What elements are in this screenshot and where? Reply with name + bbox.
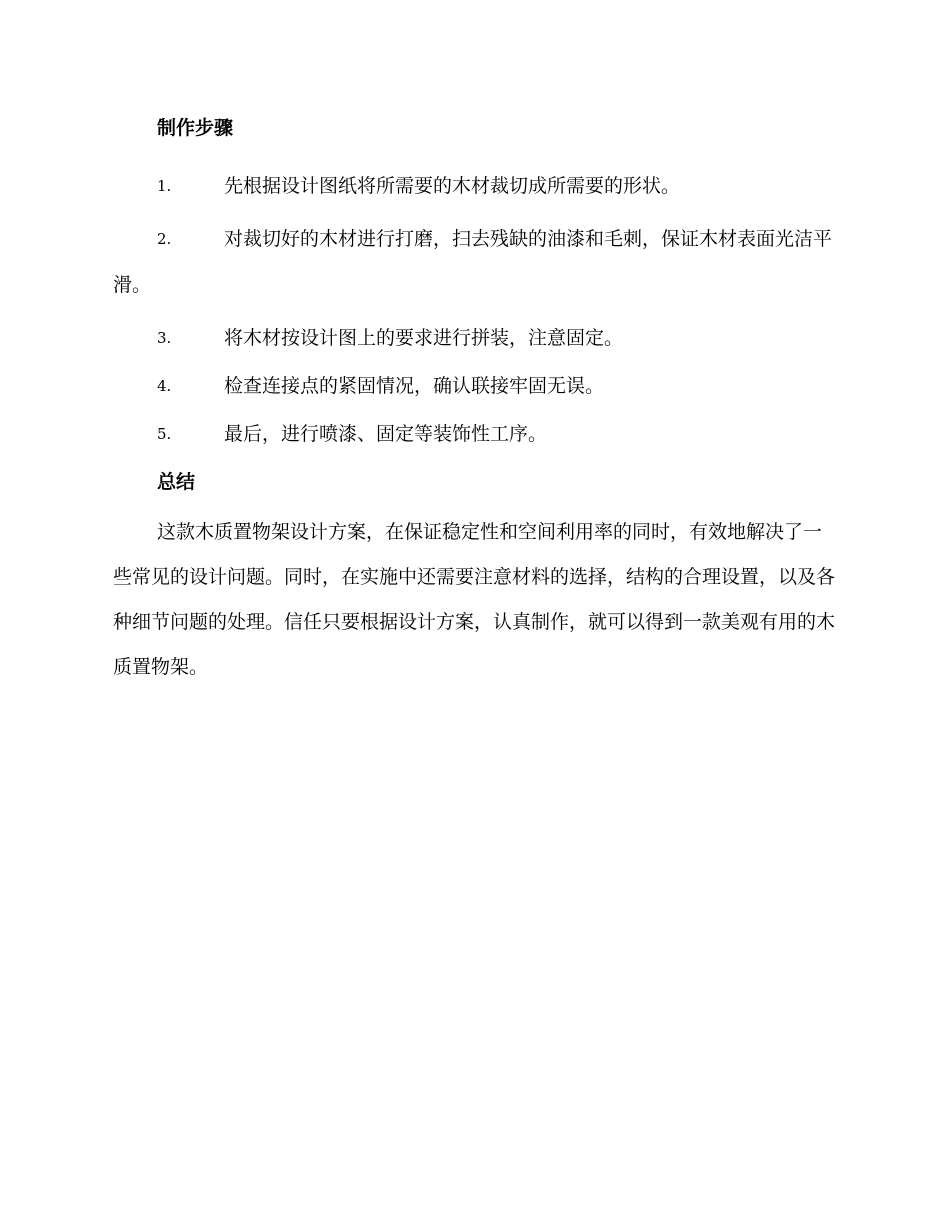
step-item [113, 416, 835, 452]
step-number: 3. [157, 329, 172, 347]
step-item [113, 368, 835, 404]
step-text: 最后，进行喷漆、固定等装饰性工序。 [224, 423, 548, 445]
summary-heading: 总结 [157, 471, 196, 493]
step-text: 将木材按设计图上的要求进行拼装，注意固定。 [224, 327, 624, 349]
summary-paragraph: 这款木质置物架设计方案，在保证稳定性和空间利用率的同时，有效地解决了一些常见的设计问题。同时，在实施中还需要注意材料的选择，结构的合理设置，以及各种细节问题的处理。信任只要根据设计方案，认真制作，就可以得到一款美观有用的木质置物架。 [113, 521, 836, 678]
step-item [113, 216, 835, 308]
step-number: 5. [157, 425, 172, 443]
step-text: 对裁切好的木材进行打磨，扫去残缺的油漆和毛刺，保证木材表面光洁平滑。 [113, 228, 833, 296]
step-number: 1. [157, 177, 172, 195]
step-item [113, 320, 835, 356]
document-page [113, 110, 835, 690]
steps-heading: 制作步骤 [157, 117, 234, 139]
step-number: 2. [157, 230, 172, 248]
step-text: 检查连接点的紧固情况，确认联接牢固无误。 [224, 375, 605, 397]
step-text: 先根据设计图纸将所需要的木材裁切成所需要的形状。 [224, 175, 681, 197]
step-item [113, 168, 835, 204]
step-number: 4. [157, 377, 172, 395]
